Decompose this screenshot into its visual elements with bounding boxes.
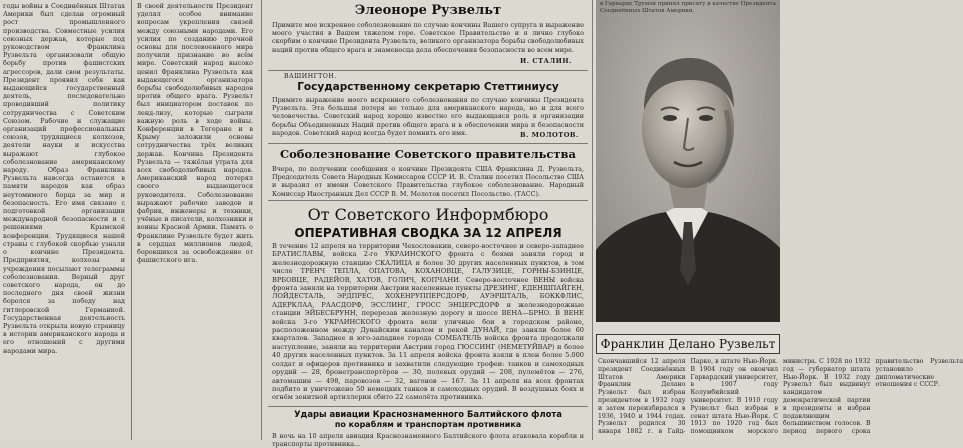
article-text: годы войны в Соединённых Штатах Америки был сделан огромный рост промышленного производства. Совместные усилия союзных держав, которые под руководством Франклина Рузвельта организовали общую борьбу против фашистских агрессоров, дали свои результаты. Президент проявил себя как выдающийся государственный деятель, последовательно проводивший политику сотрудничества с Советским Союзом. Рабочие и служащие организаций профессиональных союзов, трудящиеся колхозов, деятели науки и искусства выражают глубокое соболезнование американскому народу. Образ Франклина Рузвельта навсегда останется в памяти народов как образ неутомимого борца за мир и безопасность. Его имя связано с подготовкой организации международной безопасности и с решениями Крымской конференции. Трудящиеся нашей страны с глубокой скорбью узнали о кончине Президента. Предприятия, колхозы и учреждения посылают телеграммы соболезнования. Верный друг советского народа, он до последнего дня своей жизни боролся за победу над гитлеровской Германией. Государственная деятельность Рузвельта открыла новую страницу в истории американского народа и его отношений с другими народами мира. (3, 2, 125, 355)
photo-overlay-text: в Гарварде Трумэн принял присягу в качестве Президента Соединённых Штатов Америки. (600, 1, 776, 14)
column-divider (131, 0, 132, 440)
photo-caption-box (596, 334, 780, 354)
telegram-title: Государственному секретарю Стеттиниусу (297, 81, 559, 93)
section-text: Вчера, по получении сообщения о кончине Президента США Франклина Д. Рузвельта, Председатель Совета Народных Комиссаров СССР И. В. Сталин посетил Посольство США и выразил от имени Советского Правительства глубокое соболезнование. Народный Комиссар Иностранных Дел СССР В. М. Молотов посетил Посольство. (ТАСС). (272, 165, 584, 198)
dateline: ВАШИНГТОН. (284, 73, 337, 80)
strikes-title: Удары авиации Краснознаменного Балтийского флота (294, 409, 562, 419)
telegram-text: Примите выражение моего искреннего соболезнования по случаю кончины Президента Рузвельта. Эта большая потеря не только для американского народа, но и для всего человечества. Советский народ хорошо известно его выдающаяся роль в организации борьбы Объединенных Наций против общего врага и в обеспечении мира и безопасности народов. Советский народ всегда будет помнить его имя. (272, 96, 584, 137)
article-text: В своей деятельности Президент уделял особое внимание вопросам укрепления связей между союзными народами. Его усилия по созданию прочной основы для послевоенного мира получили признание во всём мире. Советский народ высоко ценил Франклина Рузвельта как выдающегося организатора борьбы свободолюбивых народов против общего врага. Рузвельт был инициатором поставок по ленд-лизу, которые сыграли важную роль в ходе войны. Конференции в Тегеране и в Крыму заложили основы сотрудничества трёх великих держав. Кончина Президента Рузвельта — тяжёлая утрата для всех свободолюбивых народов. Американский народ потерял своего выдающегося руководителя. Соболезнование выражают рабочие заводов и фабрик, инженеры и техники, учёные и писатели, колхозники и воины Красной Армии. Память о Франклине Рузвельте будет жить в сердцах миллионов людей, боровшихся за освобождение от фашистского ига. (137, 2, 253, 265)
section-divider (268, 143, 588, 144)
section-title: Соболезнование Советского правительства (279, 147, 577, 161)
telegram-title: Элеоноре Рузвельт (354, 3, 502, 18)
section-divider (268, 70, 588, 71)
telegram-text: Примите мое искреннее соболезнование по случаю кончины Вашего супруга и выражение моего участия в Вашем тяжелом горе. Советское Правительство и я лично глубоко скорбим о кончине Президента Рузвельта, великого организатора борьбы свободолюбивых наций против общего врага и знаменосца дела обеспечения безопасности во всем мире. (272, 21, 584, 54)
strikes-text: В ночь на 10 апреля авиация Краснознаменного Балтийского флота атаковала корабли и транспорты противника... (272, 432, 584, 448)
telegram-signature: И. СТАЛИН. (520, 57, 572, 65)
sovinform-subtitle: ОПЕРАТИВНАЯ СВОДКА ЗА 12 АПРЕЛЯ (294, 226, 562, 240)
sovinform-title: От Советского Информбюро (307, 205, 549, 224)
article-column-left (0, 0, 128, 440)
column-divider (592, 0, 593, 440)
strikes-subtitle: по кораблям и транспортам противника (334, 420, 522, 429)
portrait-image (596, 0, 780, 322)
photo-caption: Франклин Делано Рузвельт (600, 337, 776, 351)
column-divider (261, 0, 262, 440)
section-divider (268, 406, 588, 407)
telegram-signature: В. МОЛОТОВ. (520, 131, 579, 139)
sovinform-text: В течение 12 апреля на территории Чехословакии, северо-восточнее и северо-западнее БРАТИСЛАВЫ, войска 2-го УКРАИНСКОГО фронта с боями заняли город и железнодорожную станцию СКАЛИЦА и более 30 других населенных пунктов, в том числе ТРЕНЧ ТЕПЛА, ОПАТОВА, КОХАНОВЦЕ, ГАЛУЗИЦЕ, ГОРНЫ-БЗИНЦЕ, ВРБОВЦЕ, РАДЕЙОВ, ХАТОВ, ГОЛИЧ, КОПЧАНИ. Северо-восточнее ВЕНЫ войска фронта заняли на территории Австрии населенные пункты ДРЕЗИНГ, ЕДЕНШПАЙГЕН, ЛОЙДЕСТАЛЬ, ЭРДПРЕС, ХОХЕНРУППЕРСДОРФ, АУЭРШТАЛЬ, БОККФЛИС, АДЕРКЛАА, РААСДОРФ, ЭССЛИНГ, ГРОСС ЭНЦЕРСДОРФ и железнодорожные станции ЭЙБЕСБРУНН, перерезав железную дорогу и шоссе ВЕНА—БРНО. В ВЕНЕ войска 3-го УКРАИНСКОГО фронта вели уличные бои в городском районе, расположенном между Дунайским каналом и рекой ДУНАЙ, где заняли более 60 кварталов. Западнее и юго-западнее города СОМБАТЕЛЬ войска фронта продолжали наступление, заняли на территории Австрии город ГЮССИНГ (НЕМЕТУЙВАР) и более 40 других населенных пунктов. За 11 апреля войска фронта взяли в плен более 5.000 солдат и офицеров противника и захватили следующие трофеи: танков и самоходных орудий — 28, бронетранспортёров — 30, полевых орудий — 208, пулемётов — 276, автомашин — 498, паровозов — 32, вагонов — 167. За 11 апреля на всех фронтах подбито и уничтожено 50 немецких танков и самоходных орудий. В воздушных боях и огнём зенитной артиллерии сбито 22 самолёта противника. (272, 242, 584, 402)
article-column-middle (134, 0, 256, 440)
portrait-photo (596, 0, 780, 322)
section-divider (268, 200, 588, 201)
biography-text: Скончавшийся 12 апреля президент Соединённых Штатов Америки Франклин Делано Рузвельт был избран президентом в 1932 году и затем переизбирался в 1936, 1940 и 1944 годах. Рузвельт родился 30 января 1882 г. в Гайд-Парке, в штате Нью-Йорк. В 1904 году он окончил Гарвардский университет, в 1907 году Колумбийский университет. В 1910 году Рузвельт был избран в сенат штата Нью-Йорк. С 1913 по 1920 год был помощником морского министра. С 1928 по 1932 год — губернатор штата Нью-Йорк. В 1932 году Рузвельт был выдвинут кандидатом демократической партии в президенты и избран подавляющим большинством голосов. В период первого срока правительство Рузвельта установило дипломатические отношения с СССР. (598, 358, 963, 436)
